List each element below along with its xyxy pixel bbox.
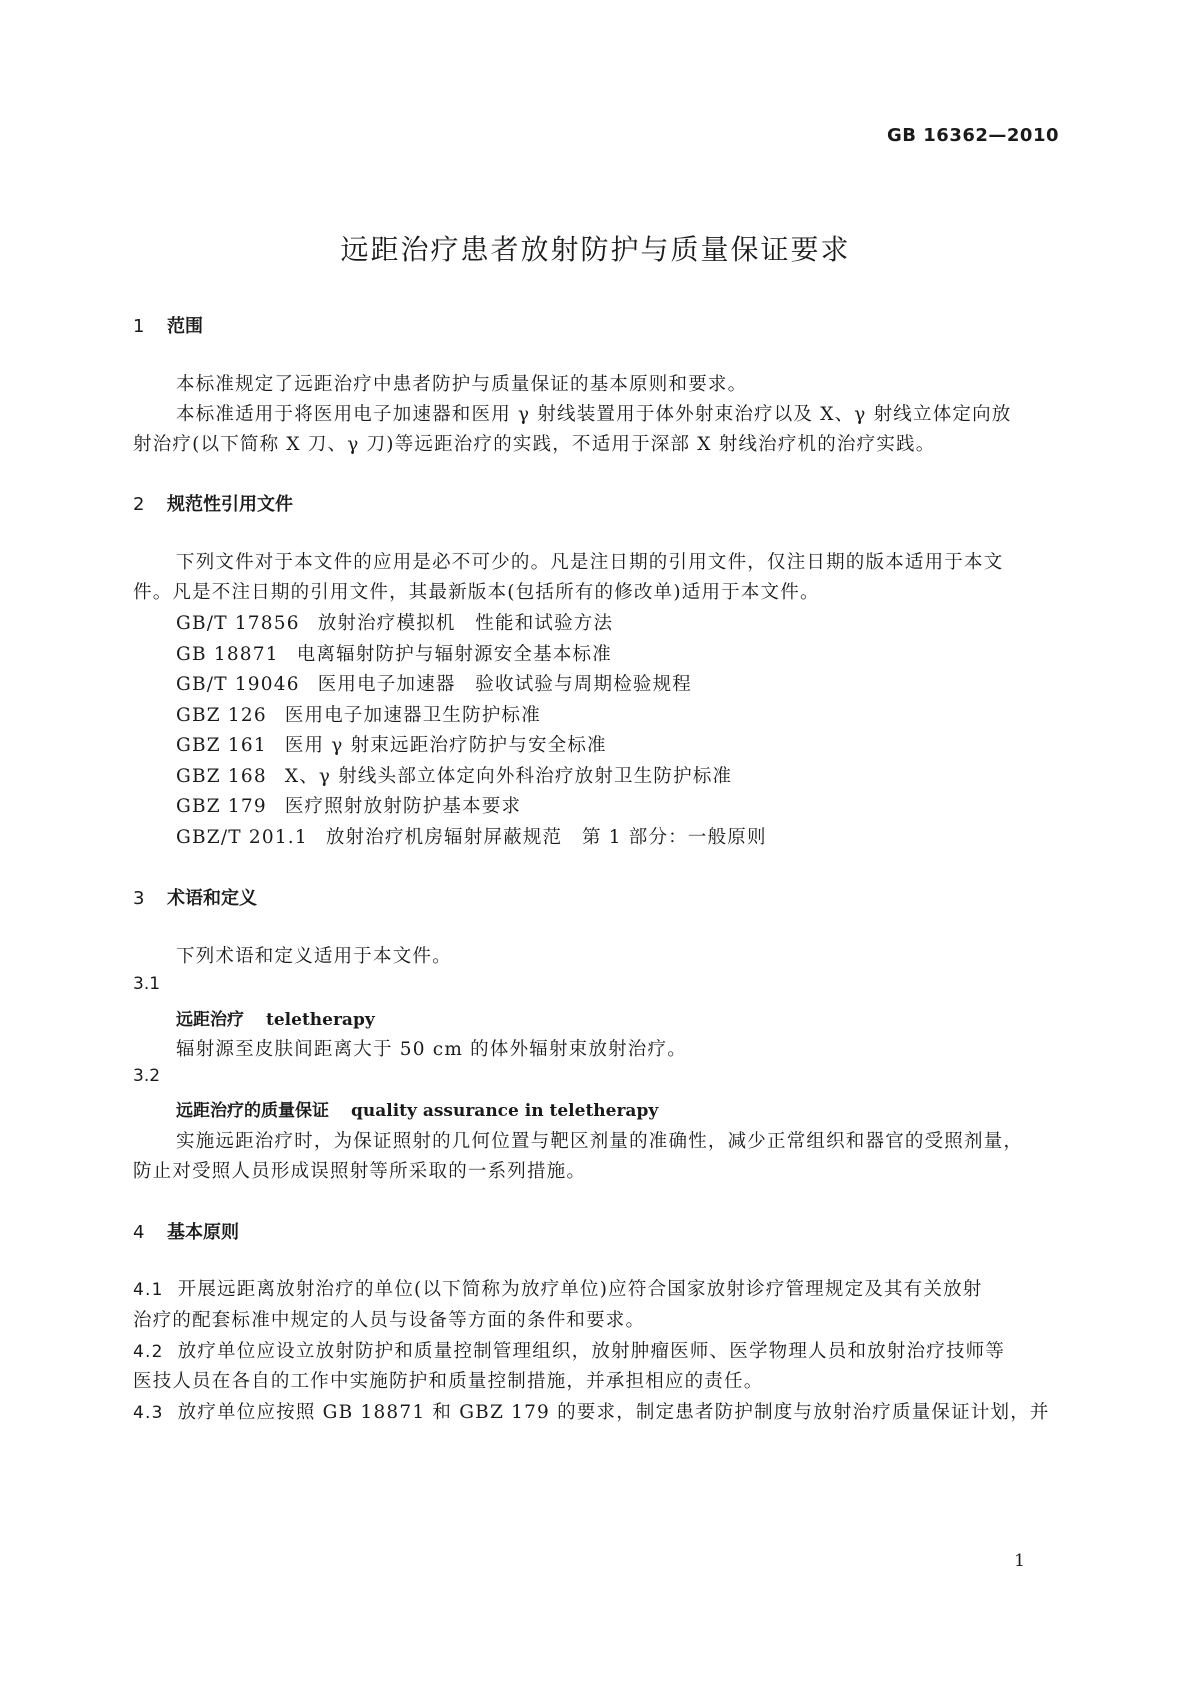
references-intro-line-2: 件。凡是不注日期的引用文件，其最新版本(包括所有的修改单)适用于本文件。	[133, 582, 820, 603]
clause-4-1-line-1	[133, 1275, 982, 1301]
document-title: 远距治疗患者放射防护与质量保证要求	[340, 233, 851, 266]
reference-code: GB/T 17856	[176, 613, 300, 634]
clause-4-2-line-2: 医技人员在各自的工作中实施防护和质量控制措施，并承担相应的责任。	[133, 1371, 764, 1392]
term-entry	[176, 1096, 658, 1121]
reference-code: GBZ 179	[176, 796, 267, 817]
reference-item	[176, 823, 767, 849]
section-title: 术语和定义	[167, 888, 257, 909]
scope-paragraph-2-line-2: 射治疗(以下简称 X 刀、γ 刀)等远距治疗的实践，不适用于深部 X 射线治疗机的治疗实践。	[133, 434, 936, 455]
section-number: 2	[133, 494, 145, 515]
reference-code: GBZ 126	[176, 705, 267, 726]
clause-text: 放疗单位应设立放射防护和质量控制管理组织，放射肿瘤医师、医学物理人员和放射治疗技师等	[177, 1341, 1006, 1362]
reference-code: GBZ/T 201.1	[176, 827, 308, 848]
term-chinese: 远距治疗的质量保证	[176, 1101, 329, 1121]
reference-item	[176, 609, 613, 635]
reference-item	[176, 762, 732, 788]
reference-title: 放射治疗机房辐射屏蔽规范 第 1 部分：一般原则	[325, 827, 767, 848]
reference-item	[176, 640, 612, 666]
reference-code: GBZ 168	[176, 766, 267, 787]
reference-title: 电离辐射防护与辐射源安全基本标准	[296, 644, 612, 665]
section-4-heading	[133, 1218, 239, 1244]
scope-paragraph-2-line-1: 本标准适用于将医用电子加速器和医用 γ 射线装置用于体外射束治疗以及 X、γ 射线立体定向放	[176, 404, 1012, 425]
reference-title: 放射治疗模拟机 性能和试验方法	[317, 613, 614, 634]
scope-paragraph-1: 本标准规定了远距治疗中患者防护与质量保证的基本原则和要求。	[176, 374, 748, 395]
reference-item	[176, 731, 607, 757]
clause-4-1-line-2: 治疗的配套标准中规定的人员与设备等方面的条件和要求。	[133, 1310, 646, 1331]
section-title: 基本原则	[167, 1222, 239, 1243]
section-number: 4	[133, 1222, 145, 1243]
clause-text: 放疗单位应按照 GB 18871 和 GBZ 179 的要求，制定患者防护制度与放射治疗质量保证计划，并	[177, 1402, 1050, 1423]
section-number: 3	[133, 888, 145, 909]
term-english: teletherapy	[266, 1010, 375, 1030]
clause-number: 4.3	[133, 1403, 164, 1423]
term-entry	[176, 1005, 375, 1030]
section-number: 1	[133, 316, 145, 337]
reference-code: GB 18871	[176, 644, 279, 665]
reference-title: 医疗照射放射防护基本要求	[284, 796, 522, 817]
clause-4-3-line-1	[133, 1398, 1050, 1424]
section-3-heading	[133, 884, 257, 910]
page-number: 1	[1014, 1551, 1025, 1571]
term-definition-line-2: 防止对受照人员形成误照射等所采取的一系列措施。	[133, 1161, 587, 1182]
reference-title: 医用电子加速器卫生防护标准	[284, 705, 541, 726]
term-number: 3.2	[133, 1066, 161, 1086]
reference-title: X、γ 射线头部立体定向外科治疗放射卫生防护标准	[284, 766, 733, 787]
clause-text: 开展远距离放射治疗的单位(以下简称为放疗单位)应符合国家放射诊疗管理规定及其有关放射	[177, 1279, 983, 1300]
section-title: 范围	[167, 316, 203, 337]
term-number: 3.1	[133, 974, 161, 994]
term-definition-line-1: 实施远距治疗时，为保证照射的几何位置与靶区剂量的准确性，减少正常组织和器官的受照剂量，	[176, 1131, 1024, 1152]
term-chinese: 远距治疗	[176, 1010, 244, 1030]
reference-title: 医用 γ 射束远距治疗防护与安全标准	[284, 735, 607, 756]
reference-item	[176, 670, 692, 696]
term-definition: 辐射源至皮肤间距离大于 50 cm 的体外辐射束放射治疗。	[176, 1039, 687, 1060]
reference-code: GB/T 19046	[176, 674, 300, 695]
references-intro-line-1: 下列文件对于本文件的应用是必不可少的。凡是注日期的引用文件，仅注日期的版本适用于本文	[176, 552, 1004, 573]
section-title: 规范性引用文件	[167, 494, 293, 515]
standard-number: GB 16362—2010	[887, 125, 1059, 146]
section-2-heading	[133, 490, 293, 516]
clause-number: 4.1	[133, 1280, 164, 1300]
clause-number: 4.2	[133, 1342, 164, 1362]
clause-4-2-line-1	[133, 1337, 1005, 1363]
reference-item	[176, 792, 521, 818]
reference-code: GBZ 161	[176, 735, 267, 756]
terms-intro: 下列术语和定义适用于本文件。	[176, 946, 452, 967]
section-1-heading	[133, 312, 203, 338]
term-english: quality assurance in teletherapy	[351, 1101, 659, 1121]
reference-title: 医用电子加速器 验收试验与周期检验规程	[317, 674, 692, 695]
reference-item	[176, 701, 541, 727]
